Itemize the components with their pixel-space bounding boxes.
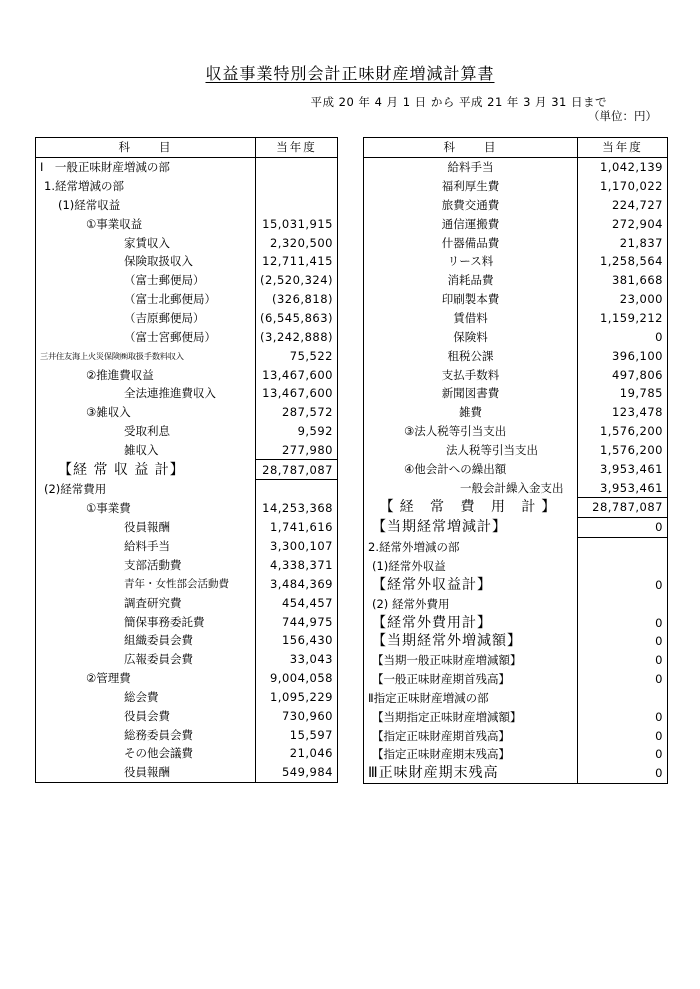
right-item-amount: 396,100 [578,346,668,365]
right-item-label: 租税公課 [364,346,578,365]
left-row [36,744,338,763]
right-item-label: 旅費交通費 [364,196,578,215]
right-amount-header: 当年度 [578,138,668,158]
right-item-label: 【指定正味財産期首残高】 [364,726,578,745]
left-item-amount: 3,300,107 [256,537,338,556]
right-item-amount: 23,000 [578,290,668,309]
left-item-label: （富士郵便局） [36,271,256,290]
left-item-label: ①事業費 [36,499,256,518]
left-item-label: 受取利息 [36,422,256,441]
right-item-amount: 0 [578,517,668,537]
right-row [364,478,668,497]
right-item-amount: 0 [578,327,668,346]
left-item-label: 役員報酬 [36,518,256,537]
right-item-amount: 123,478 [578,403,668,422]
left-item-label: 給料手当 [36,537,256,556]
right-row [364,594,668,613]
left-item-amount: (2,520,324) [256,271,338,290]
left-item-label: 家賃収入 [36,233,256,252]
left-item-amount: 744,975 [256,612,338,631]
right-item-amount: 0 [578,745,668,764]
right-item-label: (2) 経常外費用 [364,594,578,613]
left-row [36,556,338,575]
left-ledger-table [35,137,338,783]
right-item-amount: 224,727 [578,196,668,215]
right-row [364,157,668,176]
left-row [36,403,338,422]
left-item-amount: 454,457 [256,593,338,612]
right-item-label: 賃借料 [364,309,578,328]
left-item-amount: 1,741,616 [256,518,338,537]
left-amount-header: 当年度 [256,138,338,158]
right-item-amount: 3,953,461 [578,459,668,478]
left-item-amount: 287,572 [256,403,338,422]
right-item-amount: 21,837 [578,233,668,252]
right-item-amount: 0 [578,575,668,594]
left-item-amount: 730,960 [256,706,338,725]
right-row [364,346,668,365]
left-item-label: 三井住友海上火災保険㈱取扱手数料収入 [36,346,256,365]
right-item-amount: 3,953,461 [578,478,668,497]
left-row [36,518,338,537]
left-item-label: 役員報酬 [36,763,256,782]
left-row [36,214,338,233]
left-row [36,687,338,706]
left-item-label: 雑収入 [36,441,256,460]
left-item-amount: 549,984 [256,763,338,782]
left-row [36,346,338,365]
left-row [36,460,338,480]
right-item-label: 一般会計繰入金支出 [364,478,578,497]
left-row [36,480,338,499]
right-row [364,441,668,460]
left-row [36,593,338,612]
right-item-amount [578,537,668,556]
right-item-amount: 1,576,200 [578,441,668,460]
left-item-label: （吉原郵便局） [36,309,256,328]
right-row [364,233,668,252]
right-item-label: 【指定正味財産期末残高】 [364,745,578,764]
right-item-label: 給料手当 [364,157,578,176]
right-item-amount: 28,787,087 [578,498,668,518]
right-row [364,575,668,594]
right-item-amount: 19,785 [578,384,668,403]
right-item-amount: 0 [578,670,668,689]
left-row [36,537,338,556]
right-item-label: 【当期指定正味財産増減額】 [364,707,578,726]
right-item-amount: 272,904 [578,214,668,233]
left-row [36,725,338,744]
left-row [36,233,338,252]
left-item-amount: 15,597 [256,725,338,744]
left-item-label: 総務委員会費 [36,725,256,744]
right-row [364,670,668,689]
right-item-amount: 497,806 [578,365,668,384]
right-item-label: 【経常外収益計】 [364,575,578,594]
left-item-amount: 9,592 [256,422,338,441]
right-item-amount: 1,042,139 [578,157,668,176]
right-row [364,290,668,309]
left-item-label: (1)経常収益 [36,196,256,215]
left-item-amount: 2,320,500 [256,233,338,252]
left-item-label: 青年・女性部会活動費 [36,574,256,593]
left-row [36,252,338,271]
left-item-amount: 13,467,600 [256,365,338,384]
left-item-label: （富士北郵便局） [36,290,256,309]
right-item-label: 【当期一般正味財産増減額】 [364,651,578,670]
left-row [36,384,338,403]
right-row [364,707,668,726]
right-item-amount [578,688,668,707]
right-item-label: Ⅲ正味財産期末残高 [364,764,578,783]
left-row [36,441,338,460]
right-item-label: リース料 [364,252,578,271]
right-item-label: 通信運搬費 [364,214,578,233]
left-item-label: ②推進費収益 [36,365,256,384]
right-item-label: 【当期経常増減計】 [364,517,578,537]
left-row [36,177,338,196]
left-header-row [36,138,338,158]
left-item-amount: 75,522 [256,346,338,365]
right-row [364,214,668,233]
left-item-label: Ⅰ 一般正味財産増減の部 [36,157,256,176]
right-item-label: 2.経常外増減の部 [364,537,578,556]
left-item-label: 全法連推進費収入 [36,384,256,403]
right-item-amount: 1,258,564 [578,252,668,271]
right-row [364,537,668,556]
right-item-label: 【経常外費用計】 [364,613,578,632]
right-item-amount: 1,170,022 [578,177,668,196]
left-item-amount: 277,980 [256,441,338,460]
left-item-label: 1.経常増減の部 [36,177,256,196]
right-item-amount [578,594,668,613]
left-item-amount: 21,046 [256,744,338,763]
right-item-label: 保険料 [364,327,578,346]
right-row [364,459,668,478]
left-item-label: ①事業収益 [36,214,256,233]
left-item-label: 役員会費 [36,706,256,725]
left-item-label: 広報委員会費 [36,650,256,669]
right-row [364,613,668,632]
left-item-label: 簡保事務委託費 [36,612,256,631]
document-title: 収益事業特別会計正味財産増減計算書 [205,64,495,83]
right-row [364,422,668,441]
left-item-label: その他会議費 [36,744,256,763]
right-row [364,177,668,196]
right-item-label: 消耗品費 [364,271,578,290]
left-item-amount [256,177,338,196]
right-item-label: 什器備品費 [364,233,578,252]
unit-label: （単位：円） [588,109,657,123]
right-row [364,309,668,328]
right-item-amount: 0 [578,632,668,651]
right-row [364,517,668,537]
left-item-header: 科 目 [36,138,256,158]
right-item-label: 法人税等引当支出 [364,441,578,460]
right-item-label: 【一般正味財産期首残高】 [364,670,578,689]
right-item-label: 福利厚生費 [364,177,578,196]
right-item-label: Ⅱ指定正味財産増減の部 [364,688,578,707]
left-item-amount: 33,043 [256,650,338,669]
fiscal-period: 平成 20 年 4 月 1 日 から 平成 21 年 3 月 31 日まで [310,95,607,109]
left-row [36,650,338,669]
right-item-amount: 0 [578,726,668,745]
left-row [36,669,338,688]
left-row [36,574,338,593]
left-row [36,422,338,441]
left-row [36,763,338,782]
right-row [364,632,668,651]
left-item-label: 組織委員会費 [36,631,256,650]
left-row [36,327,338,346]
right-row [364,403,668,422]
left-item-amount: 13,467,600 [256,384,338,403]
right-row [364,557,668,576]
right-item-label: 【経 常 費 用 計】 [364,498,578,518]
left-item-label: ②管理費 [36,669,256,688]
right-row [364,252,668,271]
right-row [364,498,668,518]
right-item-label: ③法人税等引当支出 [364,422,578,441]
left-item-amount: 156,430 [256,631,338,650]
right-row [364,196,668,215]
right-row [364,726,668,745]
left-item-amount: 15,031,915 [256,214,338,233]
right-item-amount [578,557,668,576]
left-item-label: (2)経常費用 [36,480,256,499]
right-row [364,764,668,783]
left-item-amount [256,157,338,176]
right-item-label: 雑費 [364,403,578,422]
left-row [36,309,338,328]
right-item-amount: 1,159,212 [578,309,668,328]
right-item-label: 【当期経常外増減額】 [364,632,578,651]
left-row [36,499,338,518]
right-item-header: 科 目 [364,138,578,158]
right-item-label: 新聞図書費 [364,384,578,403]
left-row [36,196,338,215]
right-item-amount: 0 [578,651,668,670]
right-item-amount: 381,668 [578,271,668,290]
left-item-amount: 4,338,371 [256,556,338,575]
left-item-label: 支部活動費 [36,556,256,575]
left-item-label: 【経 常 収 益 計】 [36,460,256,480]
left-row [36,365,338,384]
left-item-label: 保険取扱収入 [36,252,256,271]
right-row [364,384,668,403]
left-item-amount: (3,242,888) [256,327,338,346]
left-item-amount: 9,004,058 [256,669,338,688]
left-item-label: 総会費 [36,687,256,706]
right-row [364,365,668,384]
left-item-amount: 14,253,368 [256,499,338,518]
right-row [364,688,668,707]
left-item-amount: 3,484,369 [256,574,338,593]
left-row [36,157,338,176]
left-item-amount [256,480,338,499]
left-item-amount: (6,545,863) [256,309,338,328]
left-item-amount [256,196,338,215]
right-row [364,651,668,670]
left-row [36,612,338,631]
left-item-amount: 12,711,415 [256,252,338,271]
left-row [36,271,338,290]
left-item-label: （富士宮郵便局） [36,327,256,346]
right-item-label: ④他会計への繰出額 [364,459,578,478]
right-item-amount: 0 [578,613,668,632]
left-item-amount: 1,095,229 [256,687,338,706]
right-item-label: (1)経常外収益 [364,557,578,576]
right-row [364,745,668,764]
right-header-row [364,138,668,158]
right-item-amount: 1,576,200 [578,422,668,441]
left-item-label: 調査研究費 [36,593,256,612]
left-row [36,631,338,650]
right-item-label: 印刷製本費 [364,290,578,309]
left-item-amount: (326,818) [256,290,338,309]
left-row [36,706,338,725]
right-item-amount: 0 [578,764,668,783]
right-item-amount: 0 [578,707,668,726]
right-item-label: 支払手数料 [364,365,578,384]
right-ledger-table [363,137,668,784]
left-item-amount: 28,787,087 [256,460,338,480]
left-row [36,290,338,309]
right-row [364,327,668,346]
right-row [364,271,668,290]
left-item-label: ③雑収入 [36,403,256,422]
